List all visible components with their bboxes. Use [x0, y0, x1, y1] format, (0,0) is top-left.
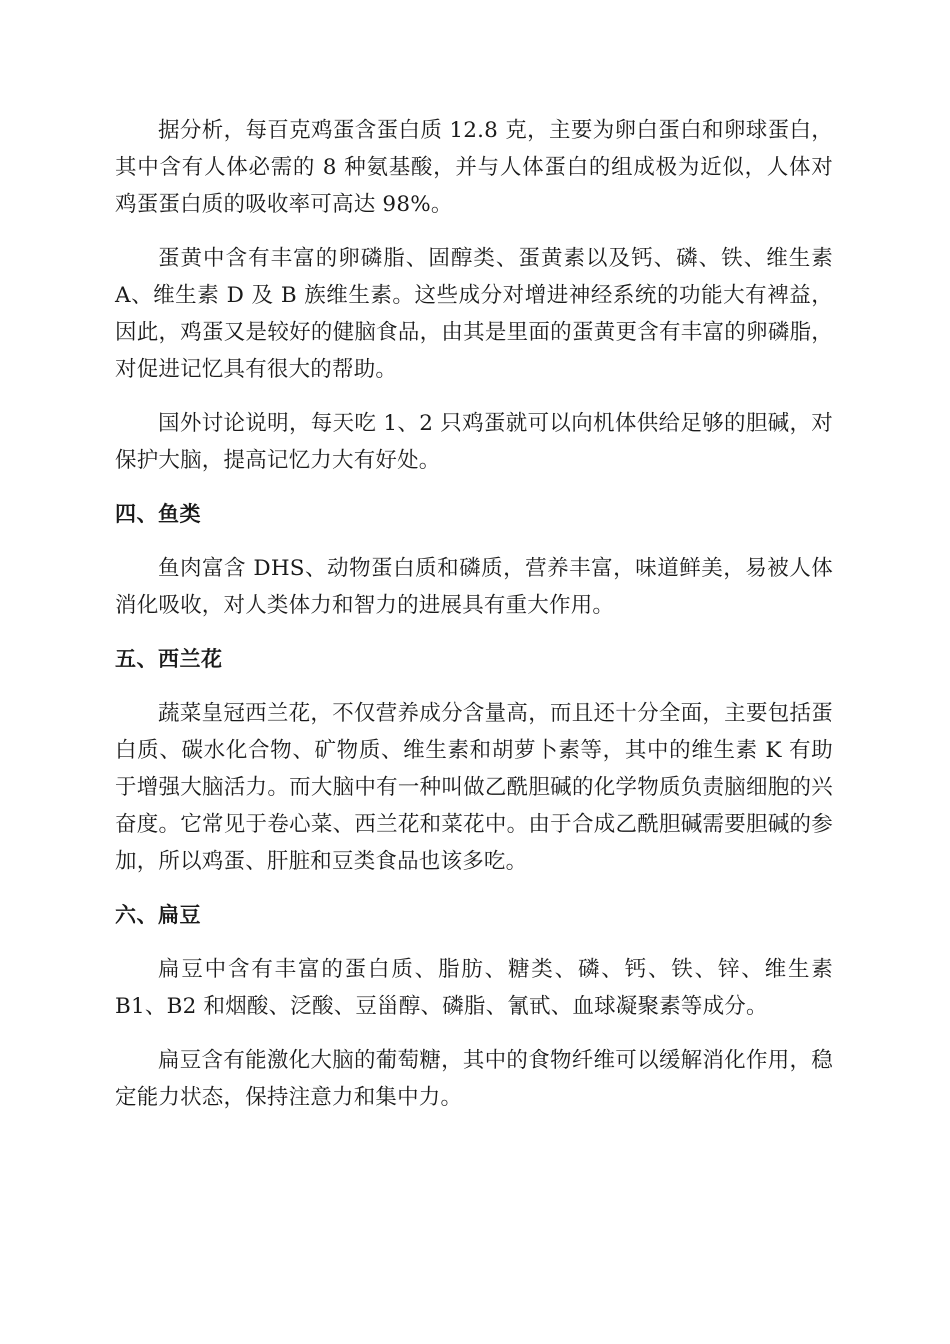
egg-yolk-paragraph: 蛋黄中含有丰富的卵磷脂、固醇类、蛋黄素以及钙、磷、铁、维生素 A、维生素 D 及 B 族维生素。这些成分对增进神经系统的功能大有裨益，因此，鸡蛋又是较好的健脑食品，由其是里面的蛋黄更含有丰富的卵磷脂，对促进记忆具有很大的帮助。: [115, 246, 833, 382]
section-heading-fish: 四、鱼类: [115, 502, 201, 526]
section-heading-beans: 六、扁豆: [115, 903, 201, 927]
egg-protein-paragraph: 据分析，每百克鸡蛋含蛋白质 12.8 克，主要为卵白蛋白和卵球蛋白，其中含有人体必需的 8 种氨基酸，并与人体蛋白的组成极为近似，人体对鸡蛋蛋白质的吸收率可高达 98%。: [115, 118, 833, 217]
broccoli-paragraph: 蔬菜皇冠西兰花，不仅营养成分含量高，而且还十分全面，主要包括蛋白质、碳水化合物、矿物质、维生素和胡萝卜素等，其中的维生素 K 有助于增强大脑活力。而大脑中有一种叫做乙酰胆碱的化学物质负责脑细胞的兴奋度。它常见于卷心菜、西兰花和菜花中。由于合成乙酰胆碱需要胆碱的参加，所以鸡蛋、肝脏和豆类食品也该多吃。: [115, 701, 833, 874]
fish-paragraph: 鱼肉富含 DHS、动物蛋白质和磷质，营养丰富，味道鲜美，易被人体消化吸收，对人类体力和智力的进展具有重大作用。: [115, 556, 833, 618]
beans-nutrients-paragraph: 扁豆中含有丰富的蛋白质、脂肪、糖类、磷、钙、铁、锌、维生素 B1、B2 和烟酸、泛酸、豆甾醇、磷脂、氰甙、血球凝聚素等成分。: [115, 957, 833, 1019]
egg-choline-paragraph: 国外讨论说明，每天吃 1、2 只鸡蛋就可以向机体供给足够的胆碱，对保护大脑，提高记忆力大有好处。: [115, 411, 833, 473]
beans-glucose-paragraph: 扁豆含有能激化大脑的葡萄糖，其中的食物纤维可以缓解消化作用，稳定能力状态，保持注意力和集中力。: [115, 1048, 833, 1110]
section-heading-broccoli: 五、西兰花: [115, 647, 223, 671]
document-page: [115, 112, 833, 1133]
